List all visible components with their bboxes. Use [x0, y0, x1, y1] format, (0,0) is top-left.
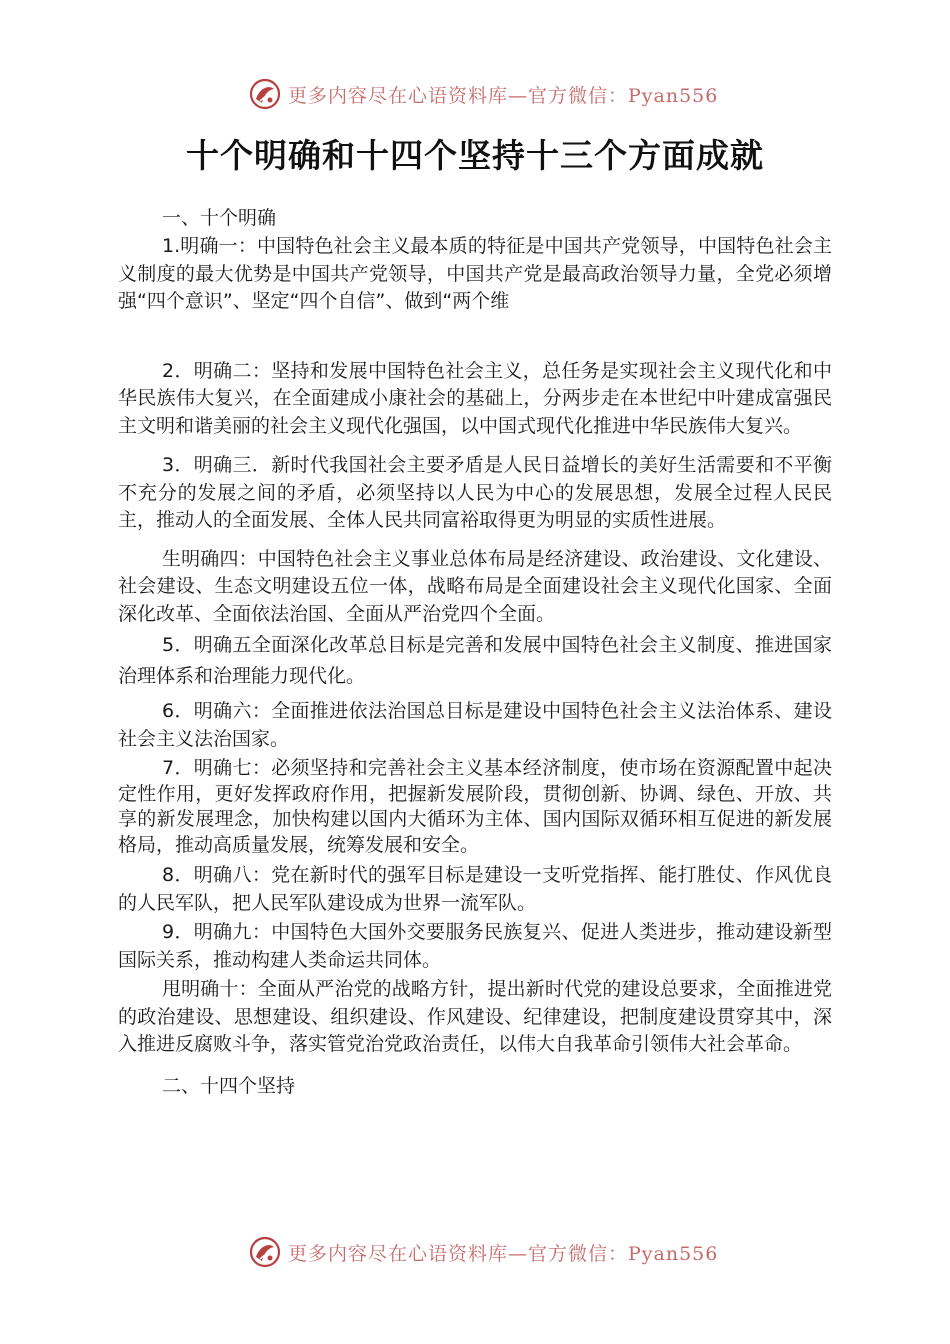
seal-logo-icon [248, 1235, 282, 1269]
watermark-text: 更多内容尽在心语资料库—官方微信：Pyan556 [288, 84, 719, 107]
paragraph: 3．明确三．新时代我国社会主要矛盾是人民日益增长的美好生活需要和不平衡不充分的发展之间的矛盾，必须坚持以人民为中心的发展思想，发展全过程人民民主，推动人的全面发展、全体人民共同富裕取得更为明显的实质性进展。 [118, 454, 832, 531]
paragraph: 1.明确一：中国特色社会主义最本质的特征是中国共产党领导，中国特色社会主义制度的最大优势是中国共产党领导，中国共产党是最高政治领导力量，全党必须增强“四个意识”、坚定“四个自信”、做到“两个维 [118, 235, 832, 312]
document-title: 十个明确和十四个坚持十三个方面成就 [186, 136, 764, 175]
paragraph: 7．明确七：必须坚持和完善社会主义基本经济制度，使市场在资源配置中起决定性作用，更好发挥政府作用，把握新发展阶段，贯彻创新、协调、绿色、开放、共享的新发展理念，加快构建以国内大循环为主体、国内国际双循环相互促进的新发展格局，推动高质量发展，统筹发展和安全。 [118, 757, 832, 856]
paragraph: 甩明确十：全面从严治党的战略方针，提出新时代党的建设总要求，全面推进党的政治建设、思想建设、组织建设、作风建设、纪律建设，把制度建设贯穿其中，深入推进反腐败斗争，落实管党治党政治责任，以伟大自我革命引领伟大社会革命。 [118, 978, 832, 1055]
document-body [118, 205, 832, 1099]
paragraph: 6．明确六：全面推进依法治国总目标是建设中国特色社会主义法治体系、建设社会主义法治国家。 [118, 700, 832, 750]
paragraph: 5．明确五全面深化改革总目标是完善和发展中国特色社会主义制度、推进国家治理体系和治理能力现代化。 [118, 634, 832, 687]
section-heading: 一、十个明确 [162, 207, 277, 229]
section-heading: 二、十四个坚持 [162, 1074, 296, 1097]
paragraph: 生明确四：中国特色社会主义事业总体布局是经济建设、政治建设、文化建设、社会建设、生态文明建设五位一体，战略布局是全面建设社会主义现代化国家、全面深化改革、全面依法治国、全面从严治党四个全面。 [118, 547, 832, 625]
watermark-text: 更多内容尽在心语资料库—官方微信：Pyan556 [288, 1242, 719, 1265]
header-watermark [248, 74, 718, 114]
paragraph: 9．明确九：中国特色大国外交要服务民族复兴、促进人类进步，推动建设新型国际关系，推动构建人类命运共同体。 [118, 921, 832, 971]
paragraph: 8．明确八：党在新时代的强军目标是建设一支听党指挥、能打胜仗、作风优良的人民军队，把人民军队建设成为世界一流军队。 [118, 864, 832, 914]
seal-logo-icon [248, 77, 282, 111]
footer-watermark [248, 1232, 718, 1272]
paragraph: 2．明确二：坚持和发展中国特色社会主义，总任务是实现社会主义现代化和中华民族伟大复兴，在全面建成小康社会的基础上，分两步走在本世纪中叶建成富强民主文明和谐美丽的社会主义现代化强国，以中国式现代化推进中华民族伟大复兴。 [118, 359, 832, 437]
